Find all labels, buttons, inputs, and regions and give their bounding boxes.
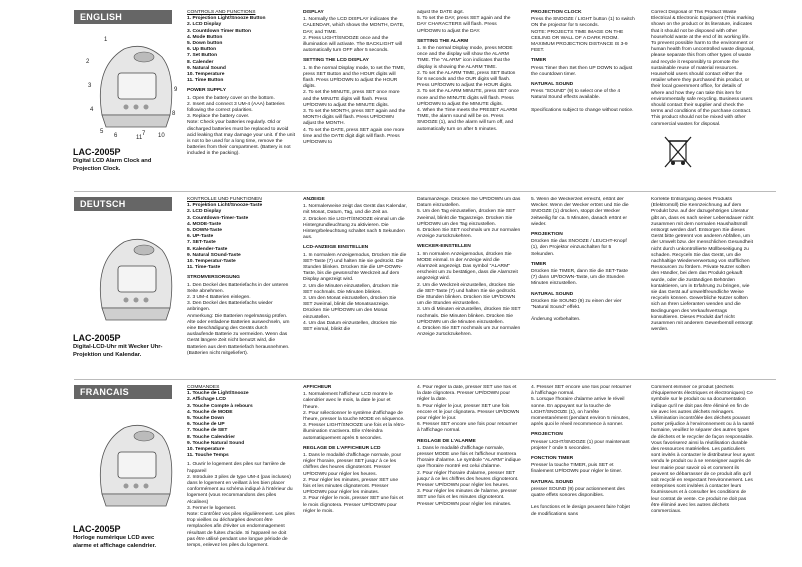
language-banner: ENGLISH bbox=[74, 10, 172, 24]
controls-list bbox=[187, 391, 295, 459]
paragraph: 4. Pour régler la date, presser SET une fois et la date clignotera. Presser UP/DOWN pour régler la date. 5. Pour régler le jour, presser SET une fois encore et le jour clignotera. Presser UP/DOWN pour régler le jour. 6. Presser SET encore une fois pour retourner à l'affichage normal. bbox=[417, 385, 520, 434]
list-item: 2. LCD Display bbox=[187, 209, 222, 215]
list-item: 10. Temperatur-Taste bbox=[187, 259, 236, 265]
svg-text:10: 10 bbox=[158, 133, 165, 139]
column-4 bbox=[531, 385, 635, 563]
product-subtitle: Digital LCD Alarm Clock and Projection Clock. bbox=[73, 158, 152, 172]
paragraph: 4. Presser SET encore une fois pour retourner à l'affichage normal. 5. Lorsque l'horaire d'alarme arrive le réveil sonne. En appuyant sur la touche de LIGHT/SNOOZE (1), on l'arrête momentanément (pendant environ 5 minutes, après quoi le réveil recommence à sonner. bbox=[531, 385, 632, 428]
column-3 bbox=[417, 197, 521, 373]
list-item: 5. DOWN-Taste bbox=[187, 228, 222, 234]
list-item: 1. Projection Light/Snooze Button bbox=[187, 16, 266, 22]
section-heading: TIMER bbox=[531, 58, 547, 64]
list-item: 4. Touche de MODE bbox=[187, 409, 233, 415]
paragraph: 1. Dans le modalité d'affichage normale, presser MODE une fois et l'afficheur montrera l'horaire d'alarme. Le symbole "ALARM" indique que l'horaire montré est celui d'alarme. 2. Pour régler l'horaire d'alarme, presser SET jusqu' à ce les chiffres des heures clignoteront. Presser UP/DOWN pour régler les heures. 3. Pour régler les minutes de l'alarme, presser SET une fois et les minutes clignoteront. Presser UP/DOWN pour régler les minutes. bbox=[417, 445, 521, 507]
model-title: LAC-2005P bbox=[73, 524, 121, 534]
paragraph: 1. Ouvrir le logement des piles sur l'arrière de l'appareil 2. Introduire 3 piles de type UM-4 (pas incluses) dans le logement en veillant à les bien placer conformément au schéma indiqué à l'intérieur du logement (vous recommandons des piles Alcalines) 3. Fermer le logement. Note: Contrôlez vos piles régulièrement. Les piles trop vieilles ou déchargées devront être remplacées afin d'éviter un endommagement résultant de fuites d'acide. Si l'appareil ne doit pas être utilisé pendant une longue période de temps, enlevez les piles du logement. bbox=[187, 462, 295, 549]
column-2 bbox=[303, 385, 407, 563]
clock-illustration bbox=[84, 220, 180, 337]
list-item: 6. Touche de UP bbox=[187, 422, 225, 428]
paragraph: Press "SOUND" (9) to select one of the 4 Natural Sound effects available. Specifications subject to change without notice. bbox=[531, 89, 634, 113]
controls-header: COMMANDES bbox=[187, 385, 220, 390]
paragraph: 1. Normalement l'afficheur LCD montre le calendrier avec le mois, la date le jour et l'heure. 2. Pour sélectionner le système d'affichage de l'heure, presser la touche MODE en séquence. 3. Presser LIGHT/SNOOZE une fois et la rétro-illumination s'activera. Elle s'éteindra automatiquement après 5 secondes. bbox=[303, 392, 406, 441]
clock-illustration bbox=[84, 27, 180, 144]
svg-text:5: 5 bbox=[100, 129, 104, 135]
column-controls bbox=[187, 197, 295, 373]
paragraph: Press the SNOOZE / LIGHT button (1) to switch ON the projector for 5 seconds. NOTE: PROJECTS TIME IMAGE ON THE CEILING OR WALL OF A DARK ROOM. MAXIMUM PROJECTION DISTANCE IS 3-9 FEET. bbox=[531, 17, 635, 54]
list-item: 10. Temperature bbox=[187, 447, 225, 453]
section-heading: POWER SUPPLY bbox=[187, 88, 226, 94]
list-item: 4. Mode Button bbox=[187, 34, 223, 40]
list-item: 4. MODE-Taste bbox=[187, 221, 222, 227]
divider bbox=[74, 191, 776, 192]
column-2 bbox=[303, 10, 407, 182]
section-heading: NATURAL SOUND bbox=[531, 82, 574, 88]
section-heading: ANZEIGE bbox=[303, 197, 325, 202]
paragraph: 1. Im normalen Anzeigemodus, drücken Sie MODE einmal. In der Anzeige wird die Alarmzeit angezeigt. Das symbol "ALARM" erscheint um zu bestätigen, dass die Alarmzeit angezeigt wird. 2. Um die Weckzeit einzustellen, drücken Sie die SET-Taste (7) und halten Sie sie gedrückt. Die Stunden blinken. Drücken Sie UP/DOWN um die Stunden einzustellen. 3. Um di Minuten einzustellen, drücken Sie SET nochmals. Die Minuten blinken. Drücken Sie UP/DOWN um die Minuten einzustellen. 4. Drücken Sie SET nochmals um zur normalen Anzeige zurückzukehren. bbox=[417, 251, 521, 338]
svg-text:4: 4 bbox=[90, 107, 94, 113]
paragraph: 1. Normalerweise zeigt das Gerät das Kalendar, mit Monat, Datum, Tag, und die Zeit an. 2. Drücken Sie LIGHT/SNOOZE einmal um die Hintergrundleuchtung zu aktivieren. Die Hintergrbeleuchtung schaltet nach 5 Sekunden aus. bbox=[303, 204, 407, 241]
controls-list bbox=[187, 203, 295, 271]
paragraph: 5. Wenn die Weckerzeit erreicht, ertönt der Wecker. Wenn der Wecker ertönt und Sie die SNOOZE (1) drücken, stoppt der Wecker zeitweilig für ca. 5 Minuten, danach ertönt er wieder. bbox=[531, 197, 629, 227]
svg-text:11: 11 bbox=[136, 135, 143, 139]
list-item: 1. Projektion Licht/Snooze-Taste bbox=[187, 203, 263, 209]
list-item: 9. Natural Sound bbox=[187, 65, 226, 71]
paragraph: Datumanzeige. Drücken Sie UP/DOWN um das Datum einzustellen. 5. Um den Tag einzustellen, drücken Sie SET zweimal, blinkt die Taganzeige. Drücken Sie UP/DOWN um den Tag einzustellen. 6. Drücken Sie SET nochmals um zur normalen Anzeige zurückzukehren. bbox=[417, 197, 521, 240]
column-disposal bbox=[651, 197, 755, 373]
section-heading: FONCTION TIMER bbox=[531, 456, 574, 462]
paragraph: 1. In normalem Anzeigemodus, Drücken Sie die SET-Taste (7) und halten Sie sie gedrückt. Die Stunden blinken. Drücken Sie die UP-DOWN-Taste, bis die gewünschte Weckzeit auf dem Display angezeigt wird. 2. Um die Minuten einzustellen, drücken Sie SET nochmals. Die Minuten blinken. 3. Um den Monat einzustellen, drücken Sie SET zweimal, blinkt die Monatsanzeige. Drücken Sie UP/DOWN um den Monat einzustellen. 4. Um das Datum einzustellen, drücken Sie SET einmal, blinkt die bbox=[303, 252, 407, 333]
product-subtitle: Horloge numérique LCD avec alarme et affichage calendrier. bbox=[73, 535, 157, 549]
paragraph: Drücken Sie SOUND (9) zu einen der vier "Natural Sound" effekt. Änderung vorbehalten. bbox=[531, 298, 622, 323]
list-item: 8. Touche Calendrier bbox=[187, 434, 236, 440]
divider bbox=[74, 379, 776, 380]
weee-bin-icon bbox=[663, 134, 693, 175]
paragraph: 1. In the normal Display mode, to set the TIME, press SET Button and the HOUR digits will flash. Press UP/DOWN to adjust the HOUR digits. 2. To set the MINUTE, press SET once more and the MINUTE digits will flash. Press UP/DOWN to adjust the MINUTE digits. 3. To set the MONTH, press SET again and the MONTH digits will flash. Press UP/DOWN adjust the MONTH. 4. To set the DATE, press SET again one more time and the DATE digit digit will flash. Press UP/DOWN to bbox=[303, 65, 406, 146]
list-item: 3. Countdown-Timer-Taste bbox=[187, 215, 249, 221]
list-item: 7. SET-Taste bbox=[187, 240, 216, 246]
controls-header: CONTROLS AND FUNCTIONS bbox=[187, 10, 256, 15]
paragraph: Comment éliminer ce produit (déchets d'équipements électriques et électroniques) Ce symbole sur le produit ou sa documentation indique qu'il ne doit pas être éliminé en fin de vie avec les autres déchets ménagers. L'élimination incontrôlée des déchets pouvant porter préjudice à l'environnement ou à la santé humaine, veuillez le séparer des autres types de déchets et le recycler de façon responsable. Vous favoriserez ainsi la réutilisation durable des ressources matérielles. Les particuliers sont invités à contacter le distributeur leur ayant vendu le produit ou à se renseigner auprès de leur mairie pour savoir où et comment ils peuvent se débarrasser de ce produit afin qu'il soit recyclé en respectant l'environnement. Les entreprises sont invitées à contacter leurs fournisseurs et à consulter les conditions de leur contrat de vente. Ce produit ne doit pas être éliminé avec les autres déchets commerciaux. bbox=[651, 385, 755, 515]
paragraph: 1. Den Deckel des Batteriefachs in der unteren Seite abnehmen. 2. 3 UM-4 Batterien einlegen. 3. Den Deckel des Batteriefachs wieder anbringen. Anmerkung: Die Batterien regelmässig prüfen. Alte oder entladene Batterien auswechseln, um eine Beschädigung des Geräts durch auslaufende Batterie zu vermeiden. Wenn das Gerät längere Zeit nicht benutzt wird, die Batterien aus dem Batteriefach herausnehmen. (Batterien nicht mitgeliefert). bbox=[187, 282, 290, 356]
language-banner: FRANCAIS bbox=[74, 385, 172, 399]
list-item: 2. Affichage LCD bbox=[187, 397, 226, 403]
svg-text:9: 9 bbox=[174, 87, 178, 93]
list-item: 3. Countdown Timer Button bbox=[187, 28, 252, 34]
column-controls bbox=[187, 10, 295, 182]
section-heading: LCD-ANZEIGE EINSTELLEN bbox=[303, 245, 369, 251]
column-4 bbox=[531, 197, 635, 373]
paragraph: Drücken Sie TIMER, dann Sie die SET-Taste (7) dann UP/DOWN-Taste, um die Stunden Minuten einzustellen. bbox=[531, 269, 628, 287]
list-item: 9. Touche Natural Sound bbox=[187, 440, 245, 446]
list-item: 9. Natural SOund-Taste bbox=[187, 252, 241, 258]
section-heading: SETTING THE LCD DISPLAY bbox=[303, 58, 369, 64]
model-title: LAC-2005P bbox=[73, 333, 121, 343]
paragraph: Korrekte Entsorgung dieses Produkts (Elektromüll) Die Kennzeichnung auf dem Produkt bzw. auf der dazugehörigen Literatur gibt an, dass es nach seiner Lebensdauer nicht zusammen mit dem normalen Haushaltsmüll entsorgt werden darf. Entsorgen Sie dieses Gerät bitte getrennt von anderen Abfällen, um der Umwelt bzw. der menschlichen Gesundheit nicht durch unkontrollierte Müllbeseitigung zu schaden. Recyceln Sie das Gerät, um die nachhaltige Wiederverwertung von stofflichen Ressourcen zu fördern. Private Nutzer sollten den Händler, bei dem das Produkt gekauft wurde, oder die zuständigen Behörden kontaktieren, um in Erfahrung zu bringen, wie sie das Gerät auf umweltfreundliche Weise recyceln können. Gewerbliche Nutzer sollten sich an Ihren Lieferanten wenden und die Bedingungen des Verkaufsvertrags konsultieren. Dieses Produkt darf nicht zusammen mit anderem Gewerbemüll entsorgt werden. bbox=[651, 197, 754, 333]
list-item: 5. Down button bbox=[187, 41, 223, 47]
column-3 bbox=[417, 10, 521, 182]
list-item: 6. Up Button bbox=[187, 47, 217, 53]
paragraph: adjust the DATE digit. 5. To set the DAY, press SET again and the DAY CHARACTERS will flash. Press UP/DOWN to adjust the DAY. bbox=[417, 10, 511, 34]
list-item: 7. Touche de SET bbox=[187, 428, 228, 434]
svg-text:3: 3 bbox=[88, 83, 92, 89]
list-item: 2. LCD Display bbox=[187, 22, 222, 28]
svg-text:6: 6 bbox=[114, 133, 118, 139]
section-heading: AFFICHEUR bbox=[303, 385, 332, 390]
list-item: 3. Touche Compte à rebours bbox=[187, 403, 253, 409]
section-heading: STROMVERSORGUNG bbox=[187, 275, 240, 281]
section-heading: TIMER bbox=[531, 261, 547, 267]
language-banner: DEUTSCH bbox=[74, 197, 172, 211]
svg-text:2: 2 bbox=[86, 59, 90, 65]
paragraph: presser SOUND (9) pour actionnement des quatre effets sonores disponibles. Les fonctions et le design peuvent faire l'objet de modifications sans bbox=[531, 486, 630, 517]
paragraph: 1. Dans le modalité d'affichage normale, pour régler l'horaire, presser SET jusqu' à ce les chiffres des heures clignoteront. Presser UP/DOWN pour régler les heures. 2. Pour régler les minutes, presser SET une fois et les minutes clignoteront. Presser UP/DOWN pour régler les minutes. 3. Pour régler le mois, presser SET une fois et le mois clignotera. Presser UP/DOWN pour régler le mois. bbox=[303, 453, 404, 514]
paragraph: Drücken Sie das SNOOZE / LEUCHT-Knopf (1), den Projektor einzuschalten für 5 Sekunden. bbox=[531, 239, 627, 257]
column-2 bbox=[303, 197, 407, 373]
section-heading: REGLAGE DE L'AFFICHEUR LCD bbox=[303, 445, 381, 451]
section-heading: WECKER-EINSTELLEN bbox=[417, 244, 471, 250]
section-heading: SETTING THE ALARM bbox=[417, 38, 469, 44]
list-item: 7. Set Button bbox=[187, 53, 218, 59]
model-title: LAC-2005P bbox=[73, 147, 121, 157]
paragraph: Correct Disposal of This Product Waste Electrical & Electronic Equipment (This marking shown on the product or its literature, indicates that it should not be disposed with other household waste at the end of its working life. To prevent possible harm to the environment or human health from uncontrolled waste disposal, please separate this from other types of waste and recycle it responsibly to promote the sustainable reuse of material resources. Household users should contact either the retailer where they purchased this product, or their local government office, for details of where and how they can take this item for environmentally safe recycling. Business users should contact their supplier and check the terms and conditions of the purchase contract. This product should not be mixed with other commercial wastes for disposal. bbox=[651, 10, 755, 127]
column-4 bbox=[531, 10, 635, 182]
section-heading: DISPLAY bbox=[303, 10, 324, 15]
svg-text:8: 8 bbox=[172, 111, 176, 117]
column-disposal bbox=[651, 385, 755, 563]
svg-text:1: 1 bbox=[104, 37, 108, 43]
list-item: 11. Touche Temps bbox=[187, 453, 229, 459]
paragraph: Presser la touche TIMER, puis SET et finalement UP/DOWN pour régler le timer. bbox=[531, 463, 623, 475]
controls-list bbox=[187, 16, 295, 84]
list-item: 1. Touche de Light/Snooze bbox=[187, 391, 249, 397]
section-heading: PROJECTION CLOCK bbox=[531, 10, 582, 15]
section-heading: PROJEKTION bbox=[531, 232, 563, 238]
list-item: 6. UP-Taste bbox=[187, 234, 214, 240]
list-item: 10. Temperature bbox=[187, 72, 225, 78]
svg-text:7: 7 bbox=[142, 131, 146, 137]
controls-header: KONTROLLE UND FUNKTIONEN bbox=[187, 197, 262, 202]
list-item: 8. Kalender-Taste bbox=[187, 246, 228, 252]
column-controls bbox=[187, 385, 295, 563]
clock-illustration bbox=[84, 406, 180, 523]
section-heading: REGLAGE DE L'ALARME bbox=[417, 438, 476, 444]
list-item: 11. Time-Taste bbox=[187, 265, 221, 271]
section-heading: NATURAL SOUND bbox=[531, 291, 574, 297]
paragraph: 1. In the normal Display mode, press MODE once and the display will show the ALARM TIME. The "ALARM" icon indicates that the display is showing the ALARM TIME. 2. To set the ALARM TIME, press SET Button for 6 seconds and the OUR digits will flash. Press UP/DOWN to adjust the HOUR digits. 3. To set the ALARM MINUTE, press SET once more and the MINUTE digits will flash. Press UP/DOWN to adjust the MINUTE digits. 4. When the Time meets the PRESET ALARM TIME, the alarm sound will be on. Press SNOOZE (1), and the alarm will turn off, and automatically turn on after 5 minutes. bbox=[417, 46, 520, 132]
column-3 bbox=[417, 385, 521, 563]
list-item: 8. Calender bbox=[187, 59, 214, 65]
paragraph: Presser LIGHT/SNOOZE (1) pour maintenant projeter l' onde 5 secondes. bbox=[531, 439, 630, 451]
paragraph: Press Timer then Set then UP DOWN to adjust the countdown timer. bbox=[531, 65, 633, 77]
product-subtitle: Digital-LCD-Uhr mit Wecker Uhr-Projektion und Kalendar. bbox=[73, 344, 163, 358]
column-disposal bbox=[651, 10, 755, 135]
section-heading: PROJECTION bbox=[531, 432, 563, 438]
section-heading: NATURAL SOUND bbox=[531, 479, 574, 485]
list-item: 11. Time Button bbox=[187, 78, 224, 84]
paragraph: 1. Open the battery cover on the bottom. 2. Insert and connect 3 UM-4 (AAA) batteries following the correct polarities. 3. Replace the battery cover. Note: Check your batteries regularly. Old or discharged batteries must be replaced to avoid acid leaking that may damage your unit. If the unit is not to be used for a long time, remove the batteries from their compartment. (Battery is not included in the packing). bbox=[187, 95, 295, 157]
paragraph: 1. Normally the LCD DISPLAY indicates the CALENDAR, which shows the MONTH, DATE, DAY, and TIME. 2. Press LIGHT/SNOOZE once and the illumination will activate. The BACKLIGHT will automatically turn OFF after 5 seconds. bbox=[303, 17, 405, 54]
list-item: 5. Touche Down bbox=[187, 416, 225, 422]
